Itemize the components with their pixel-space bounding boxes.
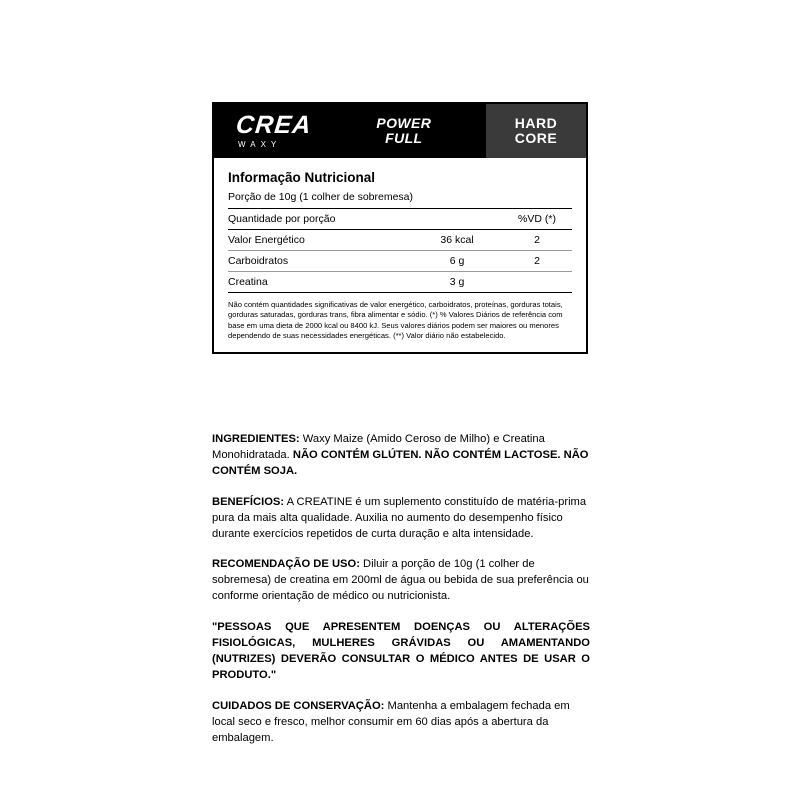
section-usage [212,557,590,605]
row-amount: 36 kcal [412,230,502,251]
ingredients-label: INGREDIENTES: [212,433,300,445]
row-dv: 2 [502,230,572,251]
nutrition-title: Informação Nutricional [228,170,376,185]
nutrition-facts-panel [212,102,588,354]
row-name: Creatina [228,272,412,293]
product-info-sections [212,432,590,762]
ingredients-allergens: NÃO CONTÉM GLÚTEN. NÃO CONTÉM LACTOSE. NÃO CONTÉM SOJA. [212,448,589,477]
brand-logo [214,104,322,158]
table-row [228,272,572,293]
nutrition-footnote: Não contém quantidades significativas de valor energético, carboidratos, proteínas, gorduras totais, gorduras saturadas, gorduras trans, fibra alimentar e sódio. (*) % Valores Diários de referência com base em uma dieta de 2000 kcal ou 8400 kJ. Seus valores diários podem ser maiores ou menores dependendo de suas necessidades energéticas. (**) Valor diário não estabelecido. [228,300,563,341]
table-header-row [228,209,572,230]
badge-power-full-text [376,116,431,145]
header-dv: %VD (*) [502,209,572,230]
nutrition-portion: Porção de 10g (1 colher de sobremesa) [228,191,414,203]
row-name: Valor Energético [228,230,412,251]
table-row [228,230,572,251]
header-amount [412,209,502,230]
nutrition-table-body [228,230,572,293]
benefits-text: A CREATINE é um suplemento constituído de matéria-prima pura da mais alta qualidade. Auxilia no aumento do desempenho físico durante exercícios repetidos de curta duração e alta intensidade. [212,495,587,540]
usage-label: RECOMENDAÇÃO DE USO: [212,558,360,571]
bottom-fade-overlay [0,766,800,800]
brand-header-band [214,104,586,158]
section-benefits [212,495,590,543]
nutrition-table [228,208,572,293]
brand-name: CREA [234,111,314,139]
brand-subname: WAXY [238,140,282,149]
badge-hard-line1: HARD [514,115,558,132]
nutrition-panel-body [214,158,586,352]
section-ingredients [212,432,590,480]
storage-text: Mantenha a embalagem fechada em local seco e fresco, melhor consumir em 60 dias após a abertura da embalagem. [212,699,570,744]
table-row [228,251,572,272]
badge-hard-core [486,104,586,158]
nutrition-table-head [228,209,572,230]
usage-text: Diluir a porção de 10g (1 colher de sobremesa) de creatina em 200ml de água ou bebida de sua preferência ou conforme orientação de médico ou nutricionista. [212,558,589,603]
row-name: Carboidratos [228,251,412,272]
row-amount: 6 g [412,251,502,272]
storage-label: CUIDADOS DE CONSERVAÇÃO: [212,699,385,712]
row-amount: 3 g [412,272,502,293]
header-quantity: Quantidade por porção [228,209,412,230]
benefits-label: BENEFÍCIOS: [212,495,285,508]
ingredients-text: Waxy Maize (Amido Ceroso de Milho) e Creatina Monohidratada. [212,433,545,461]
badge-power-line1: POWER [376,115,432,132]
badge-hard-core-text [515,116,557,145]
badge-power-full [322,104,486,158]
section-storage [212,699,590,747]
section-warning: "PESSOAS QUE APRESENTEM DOENÇAS OU ALTERAÇÕES FISIOLÓGICAS, MULHERES GRÁVIDAS OU AMAMENTANDO (NUTRIZES) DEVERÃO CONSULTAR O MÉDICO ANTES DE USAR O PRODUTO." [212,621,590,681]
row-dv [502,272,572,293]
row-dv: 2 [502,251,572,272]
badge-power-line2: FULL [385,130,423,146]
badge-hard-line2: CORE [514,130,558,146]
